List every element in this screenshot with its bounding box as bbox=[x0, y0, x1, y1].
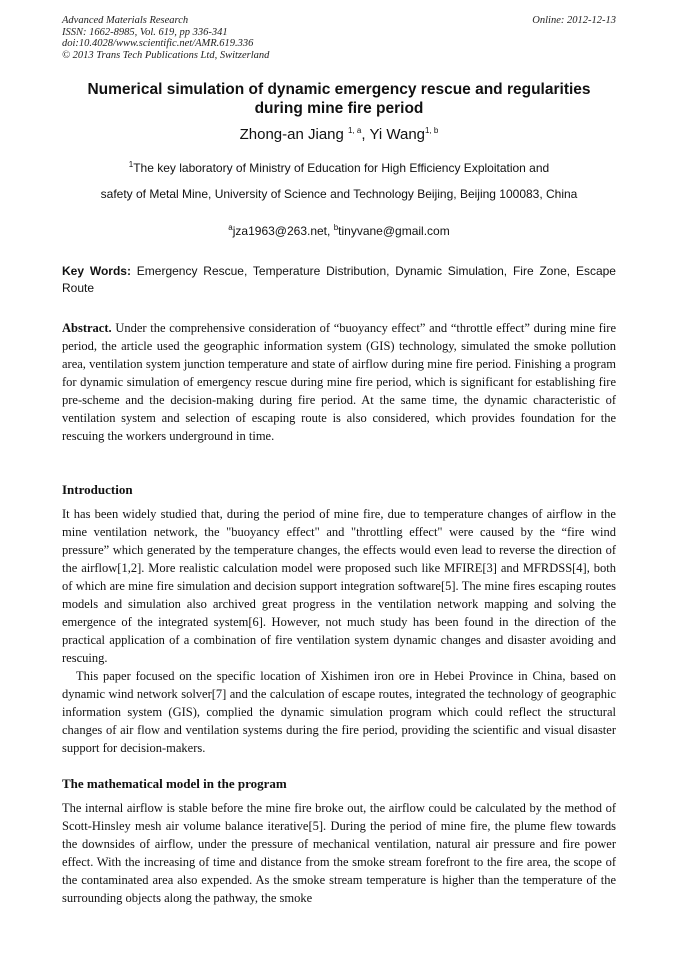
section-heading-model: The mathematical model in the program bbox=[62, 776, 287, 791]
abstract-block bbox=[62, 319, 616, 445]
issn-line: ISSN: 1662-8985, Vol. 619, pp 336-341 bbox=[62, 26, 228, 38]
affiliation-line-1 bbox=[62, 161, 616, 176]
email-separator: , bbox=[327, 224, 334, 238]
email-mark: b bbox=[333, 223, 339, 232]
email-address: jza1963@263.net bbox=[232, 224, 328, 238]
affiliation-mark: 1 bbox=[128, 160, 134, 169]
affiliation-line-2: safety of Metal Mine, University of Science and Technology Beijing, Beijing 100083, China bbox=[100, 187, 578, 201]
model-body bbox=[62, 799, 616, 907]
author-separator: , bbox=[361, 126, 370, 143]
author-name: Zhong-an Jiang bbox=[239, 126, 344, 143]
paragraph: The internal airflow is stable before the mine fire broke out, the airflow could be calculated by the method of Scott-Hinsley mesh air volume balance iterative[5]. During the period of mine fire, the plume flew towards the downsides of airflow, under the pressure of mechanical ventilation, natural air pressure and fire power effect. With the increasing of time and distance from the smoke stream forefront to the fire area, the scope of the contaminated area also expended. As the smoke stream temperature is higher than the temperature of the surrounding objects along the pathway, the smoke bbox=[62, 801, 616, 905]
abstract-label: Abstract. bbox=[62, 321, 112, 335]
paragraph: It has been widely studied that, during the period of mine fire, due to temperature changes of airflow in the mine ventilation network, the "buoyancy effect" and "throttling effect" were caused by the “fire wind pressure” which generated by the temperature changes, the effects would even lead to reverse the direction of the airflow[1,2]. More realistic calculation model were proposed such like MFIRE[3] and MFRDSS[4], both of which are mine fire simulation and decision support integration software[5]. The mine fires escaping routes models and simulation also archived great progress in the ventilation network mapping and solving the emergence of the integrated system[6]. However, not much study has been found in the direction of the practical application of a combination of fire ventilation system dynamic changes and disaster avoiding and rescuing. bbox=[62, 507, 616, 665]
running-header bbox=[62, 15, 616, 61]
affiliation-text: The key laboratory of Ministry of Education for High Efficiency Exploitation and bbox=[133, 161, 550, 175]
keywords-label: Key Words: bbox=[62, 264, 131, 278]
author-list bbox=[62, 125, 616, 145]
copyright-line: © 2013 Trans Tech Publications Ltd, Switzerland bbox=[62, 49, 270, 61]
abstract-text: Under the comprehensive consideration of “buoyancy effect” and “throttle effect” during mine fire period, the article used the geographic information system (GIS) technology, simulated the smoke pollution area, ventilation system junction temperature and state of airflow during mine fire period. Finishing a program for dynamic simulation of emergency rescue during mine fire period, which is significant for establishing fire pre-scheme and the decision-making during fire period. At the same time, the dynamic characteristic of ventilation system and selection of escaping route is also considered, which provides foundation for the rescuing the workers underground in time. bbox=[62, 321, 616, 443]
journal-name: Advanced Materials Research bbox=[62, 15, 189, 26]
paper-title: Numerical simulation of dynamic emergency rescue and regularities during mine fire period bbox=[87, 81, 591, 117]
author-name: Yi Wang bbox=[369, 126, 426, 143]
author-emails bbox=[62, 224, 616, 239]
email-mark: a bbox=[228, 223, 233, 232]
online-date: Online: 2012-12-13 bbox=[532, 15, 616, 26]
email-address: tinyvane@gmail.com bbox=[338, 224, 450, 238]
keywords-block bbox=[62, 263, 616, 297]
keywords-text: Emergency Rescue, Temperature Distribution, Dynamic Simulation, Fire Zone, Escape Route bbox=[62, 264, 616, 295]
author-affiliation-mark: 1, b bbox=[425, 126, 439, 135]
section-heading-introduction: Introduction bbox=[62, 482, 133, 497]
introduction-body bbox=[62, 505, 616, 757]
author-affiliation-mark: 1, a bbox=[348, 126, 362, 135]
doi-line: doi:10.4028/www.scientific.net/AMR.619.336 bbox=[62, 38, 254, 49]
paragraph: This paper focused on the specific location of Xishimen iron ore in Hebei Province in China, based on dynamic wind network solver[7] and the calculation of escape routes, integrated the technology of geographic information system (GIS), complied the dynamic simulation program which could reflect the structural changes of air flow and ventilation systems during the fire period, providing the scientific and visual disaster support for decision-makers. bbox=[62, 669, 616, 755]
